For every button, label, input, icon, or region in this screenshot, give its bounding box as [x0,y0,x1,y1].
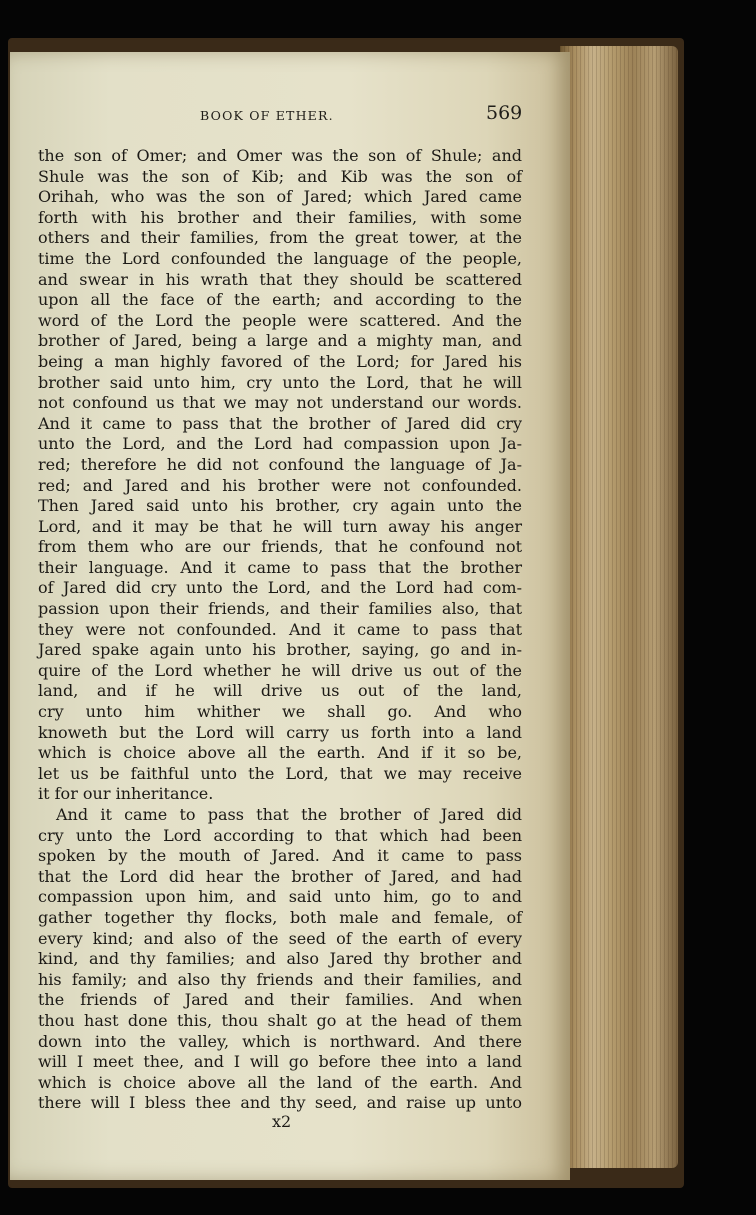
text-line: word of the Lord the people were scattered. And the [38,310,522,330]
text-line: quire of the Lord whether he will drive us out of the [38,660,522,680]
text-line: passion upon their friends, and their families also, that [38,599,522,619]
text-line: of Jared did cry unto the Lord, and the Lord had com- [38,578,522,598]
paragraph-start-line: And it came to pass that the brother of Jared did [56,805,522,824]
text-line: spoken by the mouth of Jared. And it came to pass [38,846,522,866]
text-line: that the Lord did hear the brother of Jared, and had [38,866,522,886]
text-line: upon all the face of the earth; and according to the [38,290,522,310]
text-line: and swear in his wrath that they should be scattered [38,269,522,289]
text-line: from them who are our friends, that he confound not [38,537,522,557]
text-line: which is choice above all the land of the earth. And [38,1072,522,1092]
text-line: time the Lord confounded the language of the people, [38,248,522,268]
text-line: others and their families, from the great tower, at the [38,228,522,248]
text-line: brother of Jared, being a large and a mighty man, and [38,331,522,351]
page-number: 569 [486,102,523,124]
text-line: there will I bless thee and thy seed, and raise up unto [38,1093,522,1113]
text-line: which is choice above all the earth. And if it so be, [38,743,522,763]
signature-mark: x2 [272,1112,292,1131]
text-line: every kind; and also of the seed of the earth of every [38,928,522,948]
text-line: brother said unto him, cry unto the Lord, that he will [38,372,522,392]
text-line: kind, and thy families; and also Jared thy brother and [38,949,522,969]
text-line: red; and Jared and his brother were not confounded. [38,475,522,495]
text-line: red; therefore he did not confound the language of Ja- [38,454,522,474]
text-line: And it came to pass that the brother of Jared did cry [38,413,522,433]
text-line: knoweth but the Lord will carry us forth into a land [38,722,522,742]
text-line: they were not confounded. And it came to pass that [38,619,522,639]
text-line: compassion upon him, and said unto him, go to and [38,887,522,907]
text-line: the friends of Jared and their families. And when [38,990,522,1010]
running-title: BOOK OF ETHER. [200,108,334,123]
text-line: the son of Omer; and Omer was the son of Shule; and [38,146,522,165]
text-line: his family; and also thy friends and their families, and [38,969,522,989]
text-line: cry unto him whither we shall go. And who [38,702,522,722]
text-line: being a man highly favored of the Lord; for Jared his [38,351,522,371]
text-line: Jared spake again unto his brother, saying, go and in- [38,640,522,660]
text-line: land, and if he will drive us out of the land, [38,681,522,701]
text-line: Lord, and it may be that he will turn away his anger [38,516,522,536]
body-text [38,146,522,1114]
text-line: unto the Lord, and the Lord had compassion upon Ja- [38,434,522,454]
paragraph-end-line: it for our inheritance. [38,784,214,804]
text-line: will I meet thee, and I will go before thee into a land [38,1052,522,1072]
text-line: their language. And it came to pass that the brother [38,557,522,577]
text-line: Then Jared said unto his brother, cry again unto the [38,496,522,516]
text-line: let us be faithful unto the Lord, that we may receive [38,763,522,783]
text-line: Orihah, who was the son of Jared; which Jared came [38,187,522,207]
text-line: down into the valley, which is northward. And there [38,1031,522,1051]
text-line: Shule was the son of Kib; and Kib was the son of [38,166,522,186]
text-line: forth with his brother and their families, with some [38,207,522,227]
text-line: gather together thy flocks, both male and female, of [38,907,522,927]
text-line: not confound us that we may not understand our words. [38,393,522,413]
page-fore-edge [560,46,678,1168]
text-line: thou hast done this, thou shalt go at the head of them [38,1010,522,1030]
text-line: cry unto the Lord according to that which had been [38,825,522,845]
